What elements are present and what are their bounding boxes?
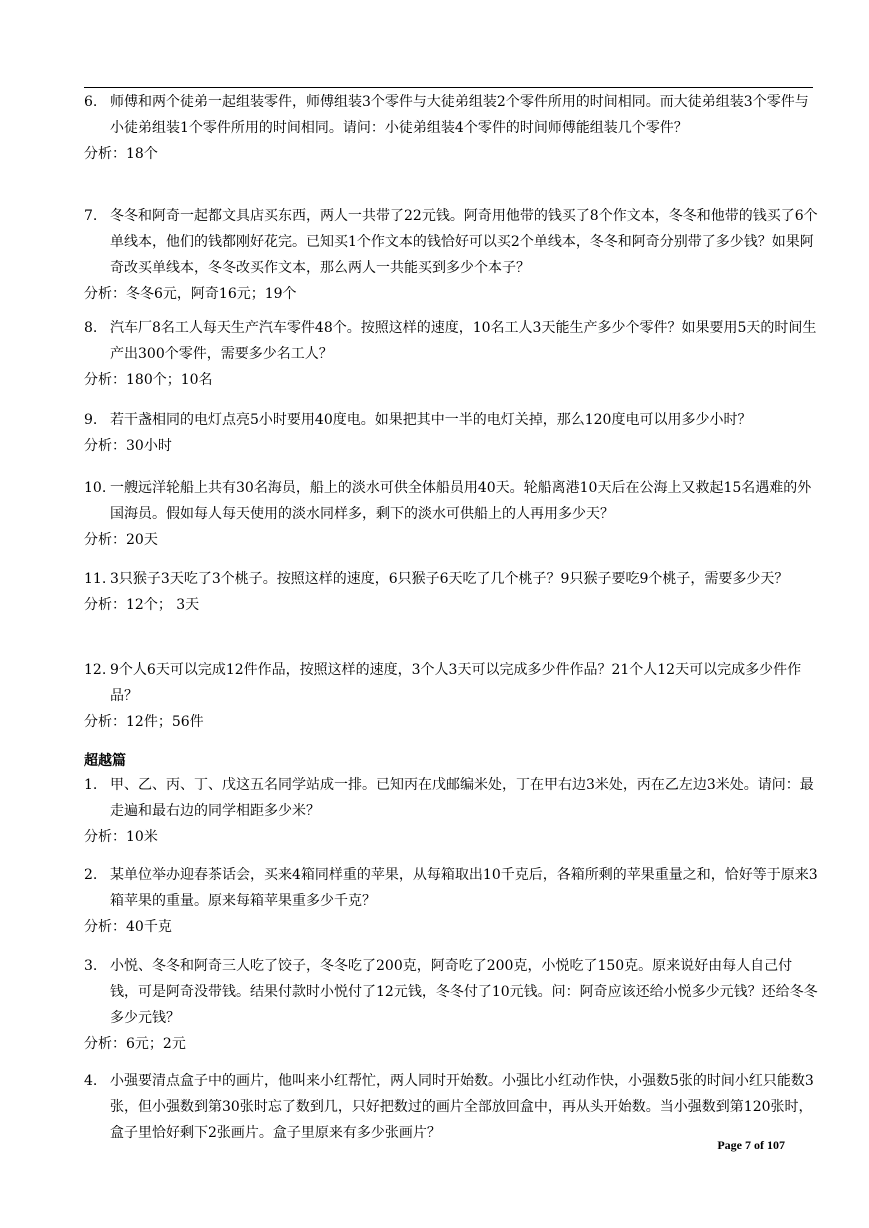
problem-number: 9. bbox=[84, 412, 98, 428]
problem-number: 2. bbox=[84, 867, 98, 883]
analysis-answer: 分析：12个； 3天 bbox=[84, 597, 200, 613]
advanced-problem-1 bbox=[84, 772, 820, 850]
analysis-answer: 分析：180个；10名 bbox=[84, 372, 213, 388]
analysis-answer: 分析：6元；2元 bbox=[84, 1036, 186, 1052]
problem-11 bbox=[84, 566, 820, 618]
advanced-problem-2 bbox=[84, 862, 820, 940]
problem-number: 3. bbox=[84, 958, 98, 974]
problem-number: 10. bbox=[84, 480, 107, 496]
analysis-answer: 分析：30小时 bbox=[84, 438, 172, 454]
problem-text: 甲、乙、丙、丁、戊这五名同学站成一排。已知丙在戊邮编米处，丁在甲右边3米处，丙在乙左边3米处。请问：最走遍和最右边的同学相距多少米？ bbox=[110, 777, 814, 819]
problem-text: 9个人6天可以完成12件作品，按照这样的速度，3个人3天可以完成多少件作品？21个人12天可以完成多少件作品？ bbox=[110, 662, 802, 704]
problem-number: 1. bbox=[84, 777, 98, 793]
problem-text: 一艘远洋轮船上共有30名海员，船上的淡水可供全体船员用40天。轮船离港10天后在公海上又救起15名遇难的外国海员。假如每人每天使用的淡水同样多，剩下的淡水可供船上的人再用多少天？ bbox=[110, 480, 812, 522]
problem-6 bbox=[84, 89, 820, 167]
problem-10 bbox=[84, 475, 820, 553]
problem-text: 某单位举办迎春茶话会，买来4箱同样重的苹果，从每箱取出10千克后，各箱所剩的苹果重量之和，恰好等于原来3箱苹果的重量。原来每箱苹果重多少千克？ bbox=[110, 867, 818, 909]
problem-text: 小强要清点盒子中的画片，他叫来小红帮忙，两人同时开始数。小强比小红动作快，小强数5张的时间小红只能数3张，但小强数到第30张时忘了数到几，只好把数过的画片全部放回盒中，再从头开始数。当小强数到第120张时，盒子里恰好剩下2张画片。盒子里原来有多少张画片？ bbox=[110, 1073, 814, 1141]
problem-text: 若干盏相同的电灯点亮5小时要用40度电。如果把其中一半的电灯关掉，那么120度电可以用多少小时？ bbox=[110, 412, 752, 428]
analysis-answer: 分析：20天 bbox=[84, 532, 158, 548]
analysis-answer: 分析：冬冬6元，阿奇16元；19个 bbox=[84, 286, 297, 302]
problem-text: 汽车厂8名工人每天生产汽车零件48个。按照这样的速度，10名工人3天能生产多少个零件？如果要用5天的时间生产出300个零件，需要多少名工人？ bbox=[110, 320, 817, 362]
section-heading: 超越篇 bbox=[84, 753, 126, 769]
header-rule bbox=[84, 87, 813, 88]
problem-text: 师傅和两个徒弟一起组装零件，师傅组装3个零件与大徒弟组装2个零件所用的时间相同。而大徒弟组装3个零件与小徒弟组装1个零件所用的时间相同。请问：小徒弟组装4个零件的时间师傅能组装几个零件？ bbox=[110, 94, 809, 136]
problem-number: 8. bbox=[84, 320, 98, 336]
problem-12 bbox=[84, 657, 820, 735]
problem-number: 12. bbox=[84, 662, 107, 678]
analysis-answer: 分析：40千克 bbox=[84, 919, 172, 935]
advanced-problem-4 bbox=[84, 1068, 820, 1146]
problem-text: 冬冬和阿奇一起都文具店买东西，两人一共带了22元钱。阿奇用他带的钱买了8个作文本，冬冬和他带的钱买了6个单线本，他们的钱都刚好花完。已知买1个作文本的钱恰好可以买2个单线本，冬冬和阿奇分别带了多少钱？如果阿奇改买单线本，冬冬改买作文本，那么两人一共能买到多少个本子？ bbox=[110, 208, 818, 276]
problem-text: 小悦、冬冬和阿奇三人吃了饺子，冬冬吃了200克，阿奇吃了200克，小悦吃了150克。原来说好由每人自己付钱，可是阿奇没带钱。结果付款时小悦付了12元钱，冬冬付了10元钱。问：阿奇应该还给小悦多少元钱？还给冬冬多少元钱？ bbox=[110, 958, 818, 1026]
problem-number: 11. bbox=[84, 571, 107, 587]
problem-number: 6. bbox=[84, 94, 98, 110]
problem-9 bbox=[84, 407, 820, 459]
analysis-answer: 分析：10米 bbox=[84, 829, 158, 845]
problem-7 bbox=[84, 203, 820, 307]
problem-text: 3只猴子3天吃了3个桃子。按照这样的速度，6只猴子6天吃了几个桃子？9只猴子要吃9个桃子，需要多少天？ bbox=[110, 571, 789, 587]
problem-number: 7. bbox=[84, 208, 98, 224]
advanced-problem-3 bbox=[84, 953, 820, 1057]
page-number: Page 7 of 107 bbox=[717, 1138, 785, 1152]
problem-8 bbox=[84, 315, 820, 393]
problem-number: 4. bbox=[84, 1073, 98, 1089]
analysis-answer: 分析：12件；56件 bbox=[84, 714, 204, 730]
analysis-answer: 分析：18个 bbox=[84, 146, 158, 162]
